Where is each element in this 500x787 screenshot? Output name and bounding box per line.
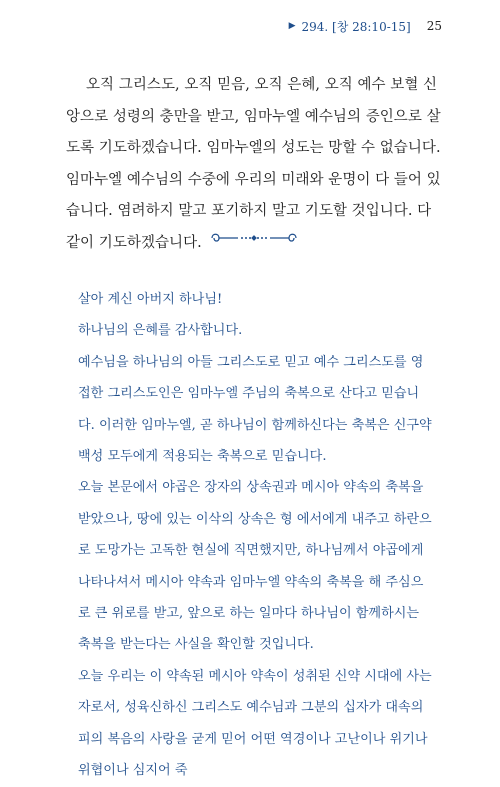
prayer-line: 하나님의 은혜를 감사합니다. (78, 323, 243, 339)
ornamental-divider-icon (208, 230, 300, 246)
prayer-line: 예수님을 하나님의 아들 그리스도로 믿고 예수 그리스도를 영접한 그리스도인은 임마누엘 주님의 축복으로 산다고 믿습니다. 이러한 임마누엘, 곧 하나님이 함께하신다는 축복은 신구약 백성 모두에게 적용되는 축복으로 믿습니다. (78, 354, 432, 465)
prayer-line: 오늘 우리는 이 약속된 메시아 약속이 성취된 신약 시대에 사는 자로서, 성육신하신 그리스도 예수님과 그분의 십자가 대속의 피의 복음의 사랑을 굳게 믿어 어떤 역경이나 고난이나 위기나 위협이나 심지어 죽 (78, 668, 432, 779)
header-title: 294. [창 28:10-15] (301, 19, 411, 34)
body-paragraph: 오직 그리스도, 오직 믿음, 오직 은혜, 오직 예수 보혈 신앙으로 성령의 충만을 받고, 임마누엘 예수님의 증인으로 살도록 기도하겠습니다. 임마누엘의 성도는 망할 수 없습니다. 임마누엘 예수님의 수중에 우리의 미래와 운명이 다 들어 있습니다. 염려하지 말고 포기하지 말고 기도할 것입니다. 다같이 기도하겠습니다. (66, 77, 441, 251)
prayer-line: 오늘 본문에서 야곱은 장자의 상속권과 메시아 약속의 축복을 받았으나, 땅에 있는 이삭의 상속은 형 에서에게 내주고 하란으로 도망가는 고독한 현실에 직면했지만, 하나님께서 야곱에게 나타나셔서 메시아 약속과 임마누엘 약속의 축복을 해 주심으로 큰 위로를 받고, 앞으로 하는 일마다 하나님이 함께하시는 축복을 받는다는 사실을 확인할 것입니다. (78, 480, 432, 653)
prayer-text (78, 284, 434, 787)
triangle-right-icon: ▶ (288, 21, 296, 31)
page-number: 25 (426, 19, 442, 33)
prayer-line: 살아 계신 아버지 하나님! (78, 292, 223, 307)
running-header (289, 17, 442, 35)
